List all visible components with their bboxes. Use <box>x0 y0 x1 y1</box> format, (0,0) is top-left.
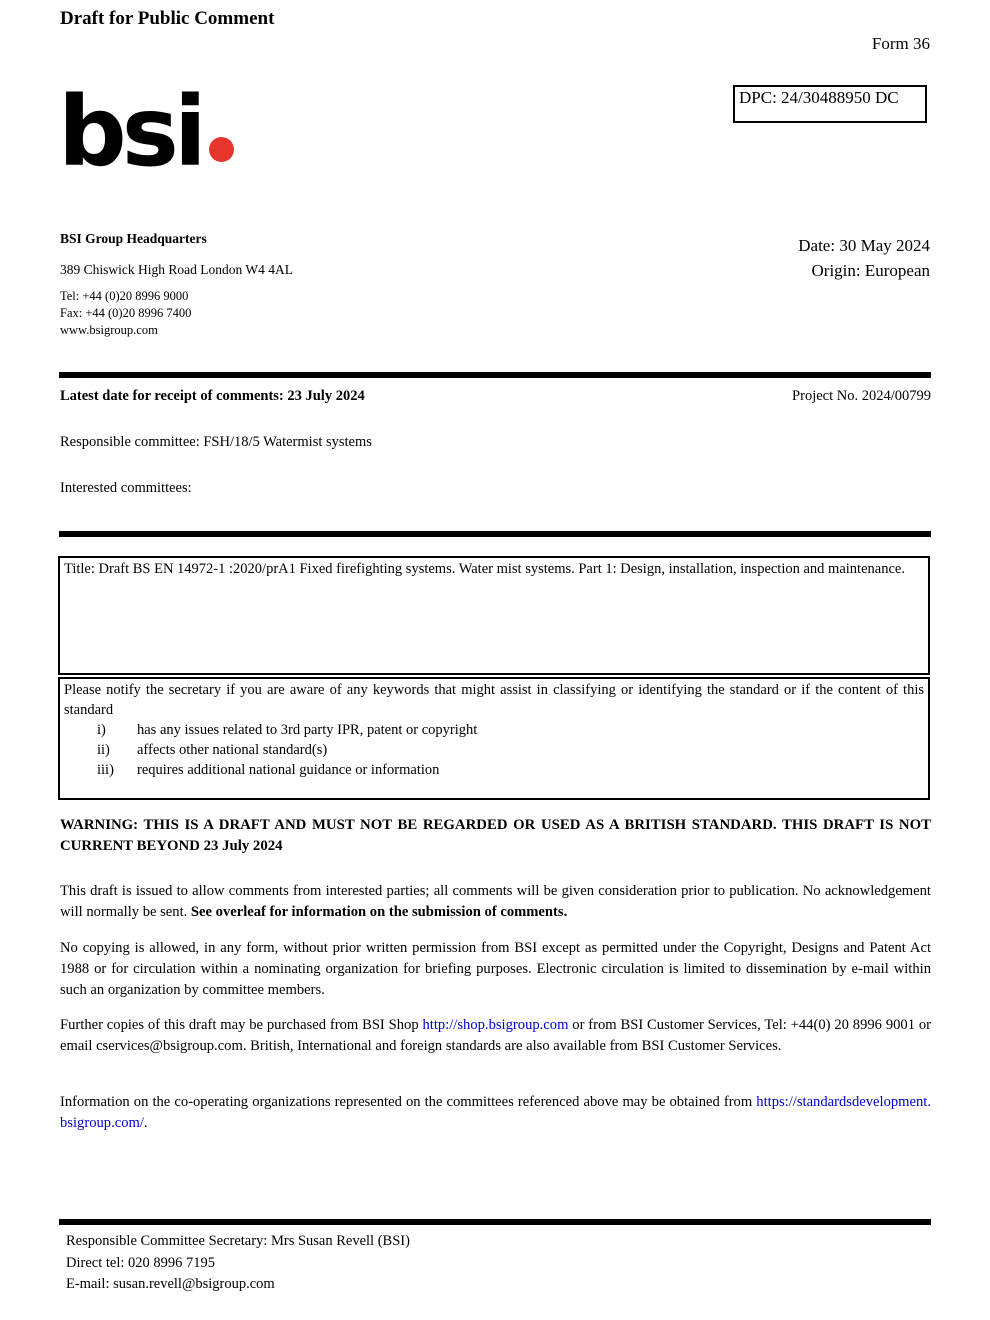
warning-paragraph: WARNING: THIS IS A DRAFT AND MUST NOT BE REGARDED OR USED AS A BRITISH STANDARD. THIS DRAFT IS NOT CURRENT BEYOND 23 July 2024 <box>60 817 931 854</box>
keywords-box <box>58 677 930 800</box>
date-origin-block <box>798 233 930 283</box>
date-value: Date: 30 May 2024 <box>798 236 930 255</box>
project-number: Project No. 2024/00799 <box>792 388 931 404</box>
footer-email: E-mail: susan.revell@bsigroup.com <box>66 1276 275 1292</box>
list-item <box>64 720 924 740</box>
interested-committees: Interested committees: <box>60 480 192 496</box>
dpc-number: DPC: 24/30488950 DC <box>739 88 899 107</box>
list-item-numeral: i) <box>97 722 106 738</box>
horizontal-rule-middle <box>59 531 931 537</box>
list-item-text: affects other national standard(s) <box>137 742 328 758</box>
list-item-text: has any issues related to 3rd party IPR, patent or copyright <box>137 722 478 738</box>
list-item <box>64 760 924 780</box>
list-item-numeral: iii) <box>97 762 114 778</box>
draft-issued-paragraph <box>60 881 931 923</box>
cooperating-orgs-paragraph <box>60 1092 931 1134</box>
footer-block <box>66 1231 410 1296</box>
bsi-shop-link[interactable]: http://shop.bsigroup.com <box>422 1017 569 1033</box>
dpc-number-box <box>733 85 927 123</box>
see-overleaf-text: See overleaf for information on the submission of comments. <box>190 904 568 920</box>
bsi-logo <box>58 76 234 188</box>
hq-website: www.bsigroup.com <box>60 323 158 337</box>
latest-date-label: Latest date for receipt of comments: 23 July 2024 <box>60 388 365 404</box>
headquarters-block <box>60 231 480 339</box>
form-number: Form 36 <box>871 34 930 53</box>
committee-secretary: Responsible Committee Secretary: Mrs Susan Revell (BSI) <box>66 1233 410 1249</box>
standards-development-link[interactable]: https://standardsdevelopment.bsigroup.com/ <box>60 1094 931 1131</box>
cooperating-orgs-text: Information on the co-operating organizations represented on the committees referenced above may be obtained from <box>60 1094 757 1110</box>
list-item-text: requires additional national guidance or information <box>137 762 440 778</box>
origin-value: Origin: European <box>811 261 930 280</box>
list-item-numeral: ii) <box>97 742 110 758</box>
further-copies-text: Further copies of this draft may be purchased from BSI Shop <box>60 1017 423 1033</box>
bsi-logo-text: bsi <box>58 76 202 188</box>
hq-address: 389 Chiswick High Road London W4 4AL <box>60 262 293 277</box>
latest-date-row <box>60 388 931 405</box>
keywords-list <box>64 720 924 780</box>
hq-tel: Tel: +44 (0)20 8996 9000 <box>60 289 189 303</box>
no-copying-paragraph: No copying is allowed, in any form, without prior written permission from BSI except as permitted under the Copyright, Designs and Patent Act 1988 or for circulation within a nominating organization for briefing purposes. Electronic circulation is limited to dissemination by e-mail within such an organization by committee members. <box>60 940 931 998</box>
horizontal-rule-top <box>59 372 931 378</box>
direct-tel: Direct tel: 020 8996 7195 <box>66 1254 216 1271</box>
further-copies-paragraph <box>60 1015 931 1057</box>
horizontal-rule-bottom <box>59 1219 931 1225</box>
standard-title: Title: Draft BS EN 14972-1 :2020/prA1 Fixed firefighting systems. Water mist systems. Part 1: Design, installation, inspection and maintenance. <box>64 561 905 577</box>
title-box <box>58 556 930 675</box>
issued-text: This draft is issued to allow comments from interested parties; all comments will be given consideration prior to publication. No acknowledgement will normally be sent. <box>60 883 931 920</box>
keywords-intro: Please notify the secretary if you are aware of any keywords that might assist in classifying or identifying the standard or if the content of this standard <box>64 682 924 718</box>
hq-fax: Fax: +44 (0)20 8996 7400 <box>60 306 192 320</box>
cooperating-orgs-period: . <box>143 1115 148 1131</box>
responsible-committee: Responsible committee: FSH/18/5 Watermist systems <box>60 434 372 450</box>
hq-title: BSI Group Headquarters <box>60 231 207 246</box>
page-title: Draft for Public Comment <box>60 8 275 29</box>
bsi-logo-dot-icon <box>209 137 234 162</box>
further-copies-text-cont: or from BSI Customer Services, Tel: +44(0) 20 8996 9001 or email cservices@bsigroup.com. British, International and foreign standards are also available from BSI Customer Services. <box>60 1017 932 1054</box>
list-item <box>64 740 924 760</box>
